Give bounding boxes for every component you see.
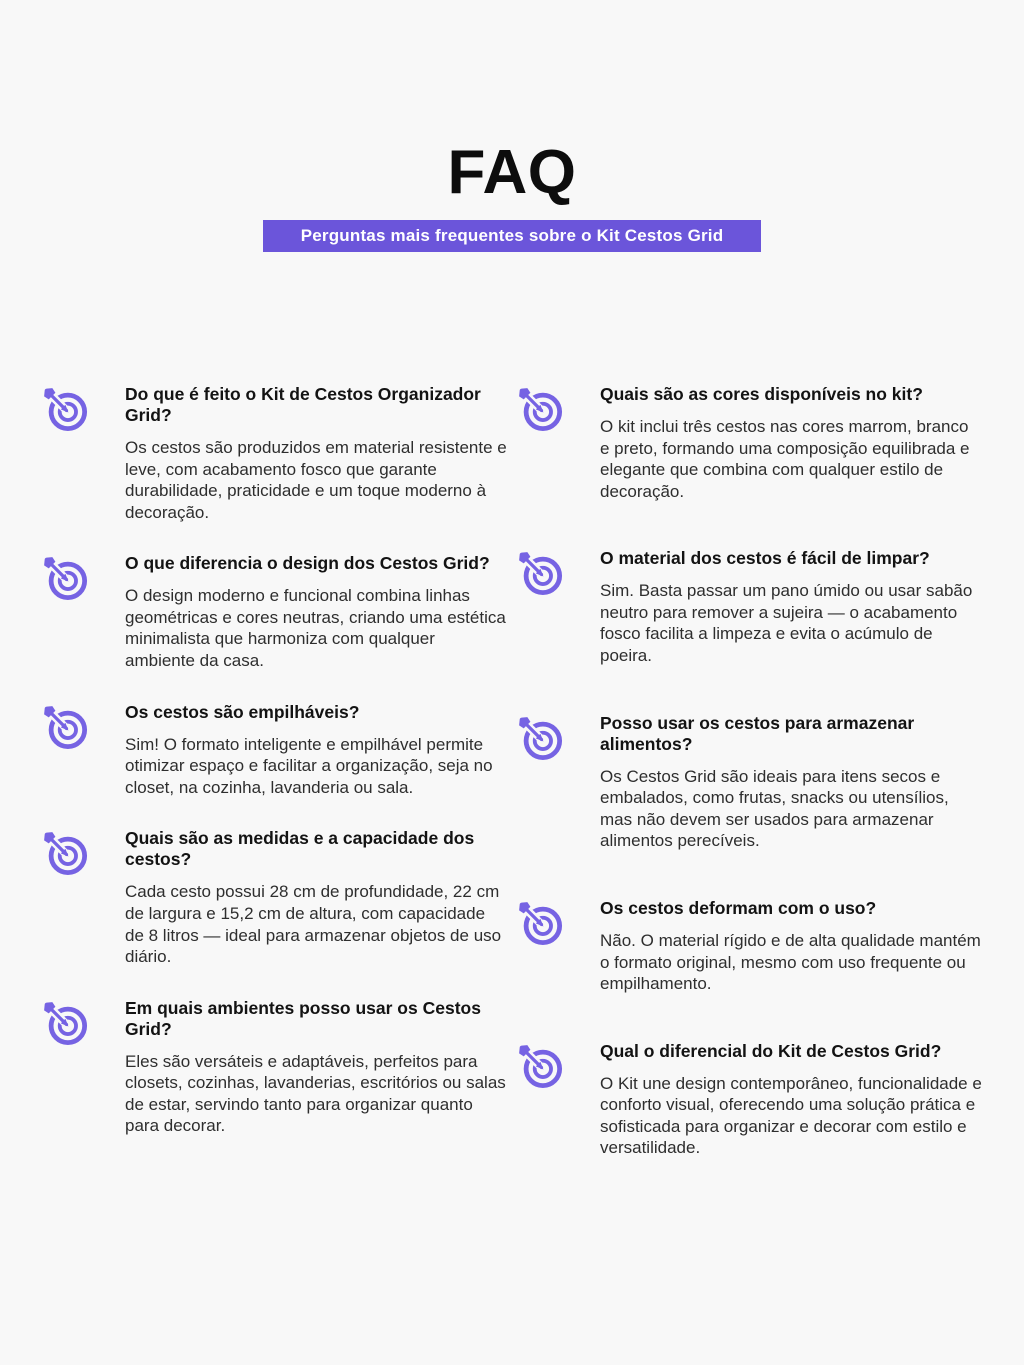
dart-target-icon — [42, 830, 88, 876]
faq-question: Posso usar os cestos para armazenar alimentos? — [600, 712, 915, 754]
faq-item-content — [600, 898, 982, 995]
faq-item-content — [125, 998, 507, 1137]
subtitle-text: Perguntas mais frequentes sobre o Kit Cestos Grid — [300, 226, 724, 245]
faq-question: O que diferencia o design dos Cestos Grid? — [125, 553, 490, 574]
faq-item — [42, 828, 507, 967]
faq-item-content — [125, 702, 507, 799]
faq-answer: O Kit une design contemporâneo, funcionalidade e conforto visual, oferecendo uma solução prática e sofisticada para organizar e decorar com estilo e versatilidade. — [600, 1073, 982, 1158]
faq-item — [42, 553, 507, 671]
dart-target-icon — [42, 1000, 88, 1046]
faq-item-content — [600, 713, 982, 852]
faq-answer: Os Cestos Grid são ideais para itens secos e embalados, como frutas, snacks ou utensílios, mas não devem ser usados para armazenar alimentos perecíveis. — [600, 766, 949, 851]
faq-question: Quais são as cores disponíveis no kit? — [600, 384, 923, 404]
faq-item — [517, 1041, 982, 1159]
dart-target-icon — [517, 715, 563, 761]
faq-item — [517, 548, 982, 666]
faq-column-left — [42, 384, 507, 1159]
faq-item — [517, 898, 982, 995]
faq-answer: Não. O material rígido e de alta qualidade mantém o formato original, mesmo com uso frequente ou empilhamento. — [600, 930, 981, 994]
faq-item-content — [600, 1041, 982, 1159]
dart-target-icon — [517, 386, 563, 432]
faq-columns — [0, 384, 1024, 1159]
page-header — [0, 0, 1024, 252]
faq-question: Em quais ambientes posso usar os Cestos Grid? — [125, 997, 481, 1039]
dart-target-icon — [42, 704, 88, 750]
faq-answer: Sim. Basta passar um pano úmido ou usar sabão neutro para remover a sujeira — o acabamento fosco facilita a limpeza e evita o acúmulo de poeira. — [600, 581, 973, 666]
faq-question: Quais são as medidas e a capacidade dos cestos? — [125, 828, 475, 870]
faq-question: O material dos cestos é fácil de limpar? — [600, 548, 930, 569]
faq-column-right — [517, 384, 982, 1159]
faq-answer: O kit inclui três cestos nas cores marrom, branco e preto, formando uma composição equilibrada e elegante que combina com qualquer estilo de decoração. — [600, 417, 970, 501]
page-title: FAQ — [447, 138, 577, 207]
dart-target-icon — [517, 1043, 563, 1089]
faq-item-content — [125, 828, 507, 967]
faq-item-content — [125, 553, 507, 671]
faq-item — [42, 998, 507, 1137]
faq-answer: Os cestos são produzidos em material resistente e leve, com acabamento fosco que garante durabilidade, praticidade e um toque moderno à decoração. — [125, 438, 507, 522]
faq-answer: Cada cesto possui 28 cm de profundidade, 22 cm de largura e 15,2 cm de altura, com capacidade de 8 litros — ideal para armazenar objetos de uso diário. — [125, 882, 502, 967]
faq-item-content — [600, 548, 982, 666]
faq-item — [42, 702, 507, 799]
dart-target-icon — [42, 555, 88, 601]
faq-item-content — [125, 384, 507, 523]
faq-question: Os cestos deformam com o uso? — [600, 897, 877, 918]
faq-item-content — [600, 384, 982, 502]
faq-item — [517, 713, 982, 852]
faq-question: Do que é feito o Kit de Cestos Organizador Grid? — [125, 384, 481, 425]
faq-question: Os cestos são empilháveis? — [125, 701, 360, 722]
faq-answer: O design moderno e funcional combina linhas geométricas e cores neutras, criando uma estética minimalista que harmoniza com qualquer ambiente da casa. — [125, 586, 506, 671]
faq-question: Qual o diferencial do Kit de Cestos Grid? — [600, 1040, 942, 1061]
subtitle-banner — [263, 220, 762, 252]
faq-item — [517, 384, 982, 502]
faq-answer: Sim! O formato inteligente e empilhável permite otimizar espaço e facilitar a organização, seja no closet, na cozinha, lavanderia ou sala. — [125, 734, 493, 797]
dart-target-icon — [517, 550, 563, 596]
faq-answer: Eles são versáteis e adaptáveis, perfeitos para closets, cozinhas, lavanderias, escritórios ou salas de estar, servindo tanto para organizar quanto para decorar. — [125, 1051, 506, 1136]
dart-target-icon — [42, 386, 88, 432]
faq-item — [42, 384, 507, 523]
dart-target-icon — [517, 900, 563, 946]
